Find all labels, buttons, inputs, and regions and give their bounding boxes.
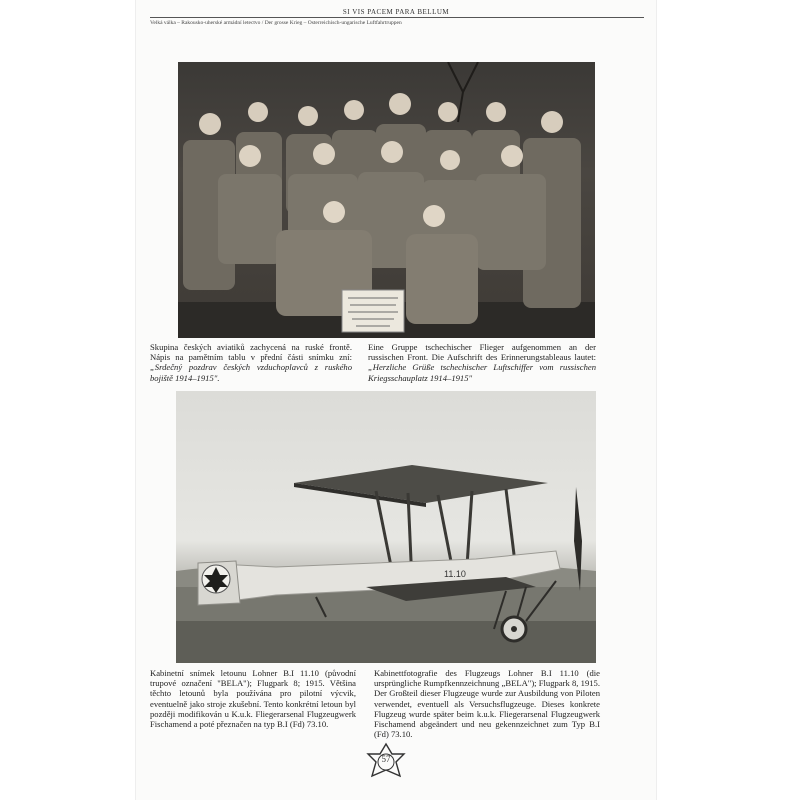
caption-group-photo-german-quote: „Herzliche Grüße tschechischer Luftschiffer vom russischen Kriegsschauplatz 1914–1915"	[368, 362, 596, 383]
running-header-subtitle: Velká válka – Rakousko-uherské armádní letectvo / Der grosse Krieg – Österreichisch-ungarische Luftfahrtruppen	[150, 20, 402, 26]
caption-group-photo-german	[368, 342, 596, 383]
page-number: 57	[381, 754, 391, 764]
caption-group-photo-czech	[150, 342, 352, 383]
header-rule	[150, 17, 644, 18]
caption-biplane-czech: Kabinetní snímek letounu Lohner B.I 11.10 (původní trupové označení "BELA"); Flugpark 8; 1915. Většina těchto letounů byla používána pro pilotní výcvik, eventuelně jako stroje zkušební. Tento konkrétní letoun byl později modifikován u K.u.k. Fliegerarsenal Flugzeugwerk Fischamend a poté přeznačen na typ B.I (Fd) 73.10.	[150, 668, 356, 730]
fuselage-number: 11.10	[444, 569, 466, 579]
aviators-group-illustration	[178, 62, 595, 338]
caption-group-photo-czech-quote: „Srdečný pozdrav českých vzduchoplavců z ruského bojiště 1914–1915".	[150, 362, 352, 383]
biplane-illustration	[176, 391, 596, 663]
caption-group-photo-czech-text: Skupina českých aviatiků zachycená na ruské frontě. Nápis na pamětním tablu v přední části snímku zní:	[150, 342, 352, 363]
aviators-group-photo	[178, 62, 595, 338]
running-header-title: SI VIS PACEM PARA BELLUM	[342, 8, 450, 16]
caption-biplane-german: Kabinettfotografie des Flugzeugs Lohner B.I 11.10 (die ursprüngliche Rumpfkennzeichnung „BELA"); Flugpark 8, 1915. Der Großteil dieser Flugzeuge wurde zur Ausbildung von Piloten verwendet, eventuell als Versuchsflugzeuge. Dieses konkrete Flugzeug wurde später beim k.u.k. Fliegerarsenal Flugzeugwerk Fischamend abgeändert und neu gekennzeichnet zum Typ B.I (Fd) 73.10.	[374, 668, 600, 740]
lohner-biplane-photo	[176, 391, 596, 663]
caption-group-photo-german-text: Eine Gruppe tschechischer Flieger aufgenommen an der russischen Front. Die Aufschrift des Erinnerungstableaus lautet:	[368, 342, 596, 363]
book-page	[136, 0, 656, 800]
